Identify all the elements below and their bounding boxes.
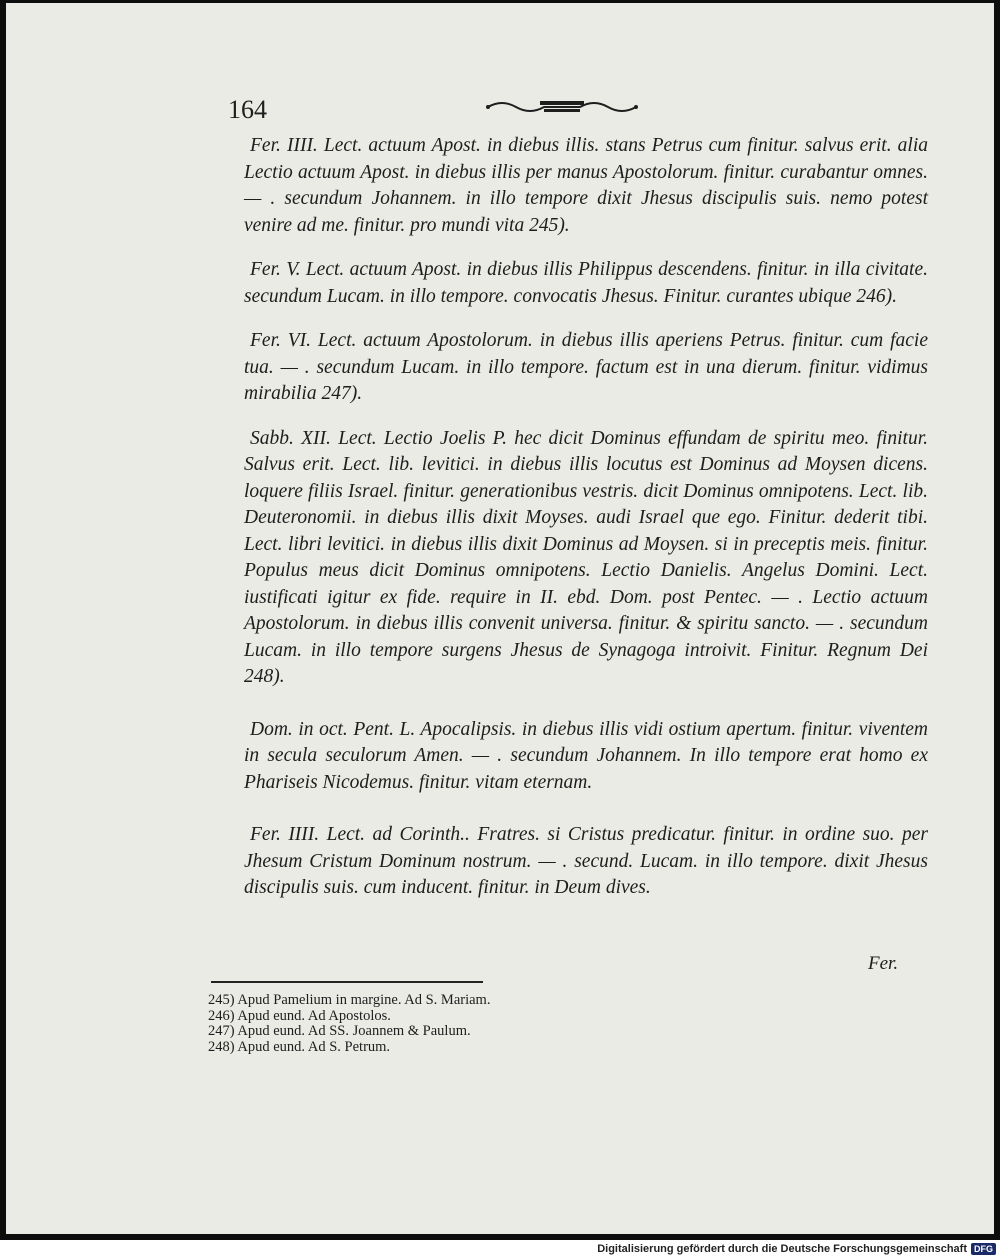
paragraph: Fer. VI. Lect. actuum Apostolorum. in diebus illis aperiens Petrus. finitur. cum facie tua. — . secundum Lucam. in illo tempore. factum est in una dierum. finitur. vidimus mirabilia 247). (244, 330, 928, 404)
ornament-icon (482, 93, 642, 119)
book-page (6, 3, 994, 1234)
footnotes (208, 993, 708, 1055)
footnote-rule (211, 981, 483, 983)
footnote: 245) Apud Pamelium in margine. Ad S. Mariam. (208, 992, 491, 1008)
paragraph: Sabb. XII. Lect. Lectio Joelis P. hec dicit Dominus effundam de spiritu meo. finitur. Salvus erit. Lect. lib. levitici. in diebus illis locutus est Dominus ad Moysen dicens. loquere filiis Israel. finitur. generationibus vestris. dicit Dominus omnipotens. Lect. lib. Deuteronomii. in diebus illis dixit Moyses. audi Israel que ego. Finitur. dederit tibi. Lect. libri levitici. in diebus illis dixit Dominus ad Moysen. si in preceptis meis. finitur. Populus meus dicit Dominus omnipotens. Lectio Danielis. Angelus Domini. Lect. iustificati igitur ex fide. require in II. ebd. Dom. post Pentec. — . Lectio actuum Apostolorum. in diebus illis convenit universa. finitur. & spiritu sancto. — . secundum Lucam. in illo tempore surgens Jhesus de Synagoga introivit. Finitur. Regnum Dei 248). (244, 427, 928, 687)
page-number: 164 (228, 95, 267, 124)
paragraph: Dom. in oct. Pent. L. Apocalipsis. in diebus illis vidi ostium apertum. finitur. viventem in secula seculorum Amen. — . secundum Johannem. In illo tempore erat homo ex Phariseis Nicodemus. finitur. vitam eternam. (244, 718, 928, 793)
dfg-logo-icon: DFG (971, 1243, 996, 1255)
paragraph: Fer. IIII. Lect. ad Corinth.. Fratres. si Cristus predicatur. finitur. in ordine suo. per Jhesum Cristum Dominum nostrum. — . secund. Lucam. in illo tempore. dixit Jhesus discipulis suis. cum inducent. finitur. in Deum dives. (244, 824, 928, 898)
catchword: Fer. (868, 953, 899, 974)
paragraph: Fer. V. Lect. actuum Apost. in diebus illis Philippus descendens. finitur. in illa civitate. secundum Lucam. in illo tempore. convocatis Jhesus. Finitur. curantes ubique 246). (244, 259, 928, 307)
footnote: 248) Apud eund. Ad S. Petrum. (208, 1038, 391, 1055)
main-text (244, 133, 928, 920)
attribution-text: Digitalisierung gefördert durch die Deutsche Forschungsgemeinschaft (597, 1243, 967, 1255)
footnote: 247) Apud eund. Ad SS. Joannem & Paulum. (208, 1023, 471, 1039)
footnote: 246) Apud eund. Ad Apostolos. (208, 1007, 391, 1024)
paragraph: Fer. IIII. Lect. actuum Apost. in diebus illis. stans Petrus cum finitur. salvus erit. alia Lectio actuum Apost. in diebus illis per manus Apostolorum. finitur. curabantur omnes. — . secundum Johannem. in illo tempore dixit Jhesus discipulis suis. nemo potest venire ad me. finitur. pro mundi vita 245). (244, 135, 928, 236)
attribution-bar (597, 1241, 996, 1257)
